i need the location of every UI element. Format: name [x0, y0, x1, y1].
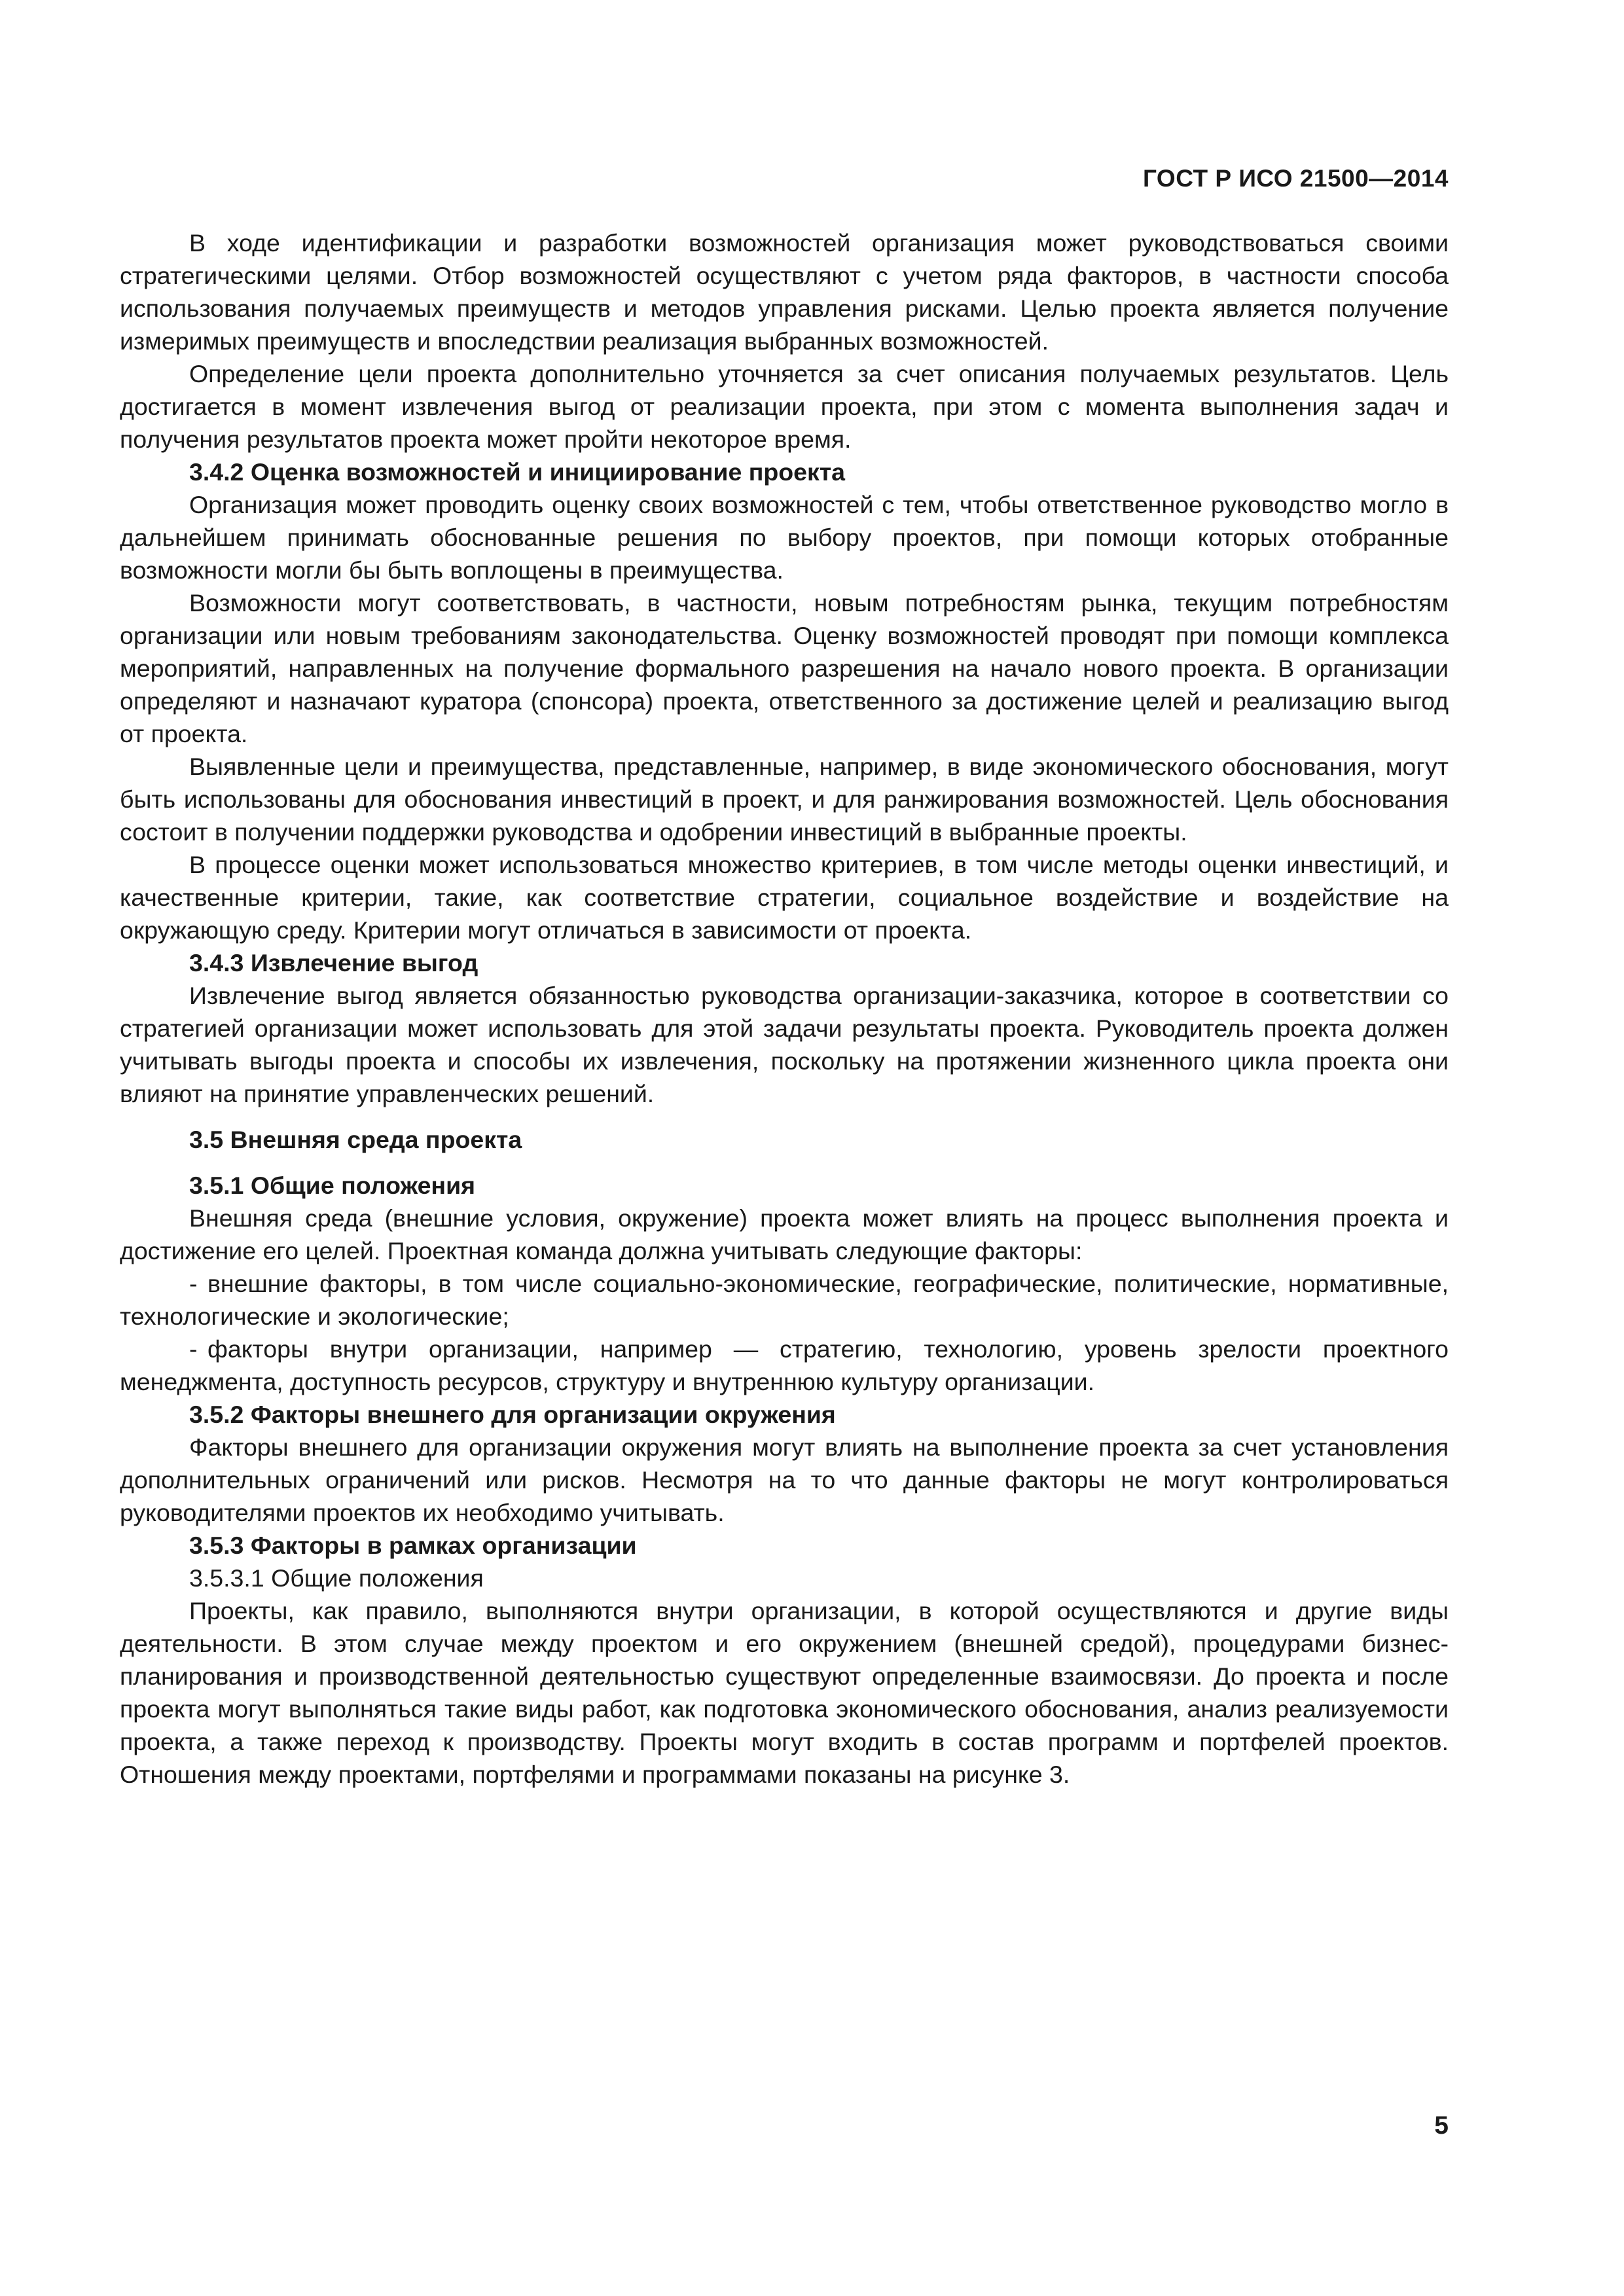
section-heading-3-5: 3.5 Внешняя среда проекта — [189, 1126, 522, 1153]
list-item — [120, 1267, 1449, 1333]
paragraph: В процессе оценки может использоваться множество критериев, в том числе методы оценки инвестиций, и качественные критерии, такие, как соответствие стратегии, социальное воздействие и воздействие на окружающую среду. Критерии могут отличаться в зависимости от проекта. — [120, 851, 1449, 944]
section-heading-3-4-3: 3.4.3 Извлечение выгод — [189, 949, 478, 977]
paragraph: Извлечение выгод является обязанностью руководства организации-заказчика, которое в соответствии со стратегией организации может использовать для этой задачи результаты проекта. Руководитель проекта должен учитывать выгоды проекта и способы их извлечения, поскольку на протяжении жизненного цикла проекта они влияют на принятие управленческих решений. — [120, 982, 1449, 1107]
list-item-text: внешние факторы, в том числе социально-экономические, географические, политические, нормативные, технологические и экологические; — [120, 1270, 1449, 1330]
paragraph: Возможности могут соответствовать, в частности, новым потребностям рынка, текущим потребностям организации или новым требованиям законодательства. Оценку возможностей проводят при помощи комплекса мероприятий, направленных на получение формального разрешения на начало нового проекта. В организации определяют и назначают куратора (спонсора) проекта, ответственного за достижение целей и реализацию выгод от проекта. — [120, 589, 1449, 747]
page-number: 5 — [1434, 2111, 1449, 2140]
paragraph: Определение цели проекта дополнительно уточняется за счет описания получаемых результатов. Цель достигается в момент извлечения выгод от реализации проекта, при этом с момента выполнения задач и получения результатов проекта может пройти некоторое время. — [120, 360, 1449, 453]
document-body — [120, 226, 1449, 1791]
paragraph: В ходе идентификации и разработки возможностей организация может руководствоваться своими стратегическими целями. Отбор возможностей осуществляют с учетом ряда факторов, в частности способа использования получаемых преимуществ и методов управления рисками. Целью проекта является получение измеримых преимуществ и впоследствии реализация выбранных возможностей. — [120, 229, 1449, 355]
paragraph: Выявленные цели и преимущества, представленные, например, в виде экономического обоснования, могут быть использованы для обоснования инвестиций в проект, и для ранжирования возможностей. Цель обоснования состоит в получении поддержки руководства и одобрении инвестиций в выбранные проекты. — [120, 753, 1449, 846]
section-heading-3-5-3: 3.5.3 Факторы в рамках организации — [189, 1532, 637, 1559]
paragraph: Организация может проводить оценку своих возможностей с тем, чтобы ответственное руководство могло в дальнейшем принимать обоснованные решения по выбору проектов, при помощи которых отобранные возможности могли бы быть воплощены в преимущества. — [120, 491, 1449, 584]
list-item — [120, 1333, 1449, 1398]
standard-header: ГОСТ Р ИСО 21500—2014 — [1142, 165, 1449, 192]
paragraph: Проекты, как правило, выполняются внутри организации, в которой осуществляются и другие виды деятельности. В этом случае между проектом и его окружением (внешней средой), процедурами бизнес-планирования и производственной деятельностью существуют определенные взаимосвязи. До проекта и после проекта могут выполняться такие виды работ, как подготовка экономического обоснования, анализ реализуемости проекта, а также переход к производству. Проекты могут входить в состав программ и портфелей проектов. Отношения между проектами, портфелями и программами показаны на рисунке 3. — [120, 1597, 1449, 1788]
dash-bullet: - — [189, 1270, 198, 1297]
dash-bullet: - — [189, 1335, 198, 1363]
paragraph: Факторы внешнего для организации окружения могут влиять на выполнение проекта за счет установления дополнительных ограничений или рисков. Несмотря на то что данные факторы не могут контролироваться руководителями проектов их необходимо учитывать. — [120, 1433, 1449, 1526]
section-heading-3-5-2: 3.5.2 Факторы внешнего для организации окружения — [189, 1401, 836, 1428]
section-heading-3-5-1: 3.5.1 Общие положения — [189, 1172, 476, 1199]
list-item-text: факторы внутри организации, например — стратегию, технологию, уровень зрелости проектного менеджмента, доступность ресурсов, структуру и внутреннюю культуру организации. — [120, 1335, 1449, 1395]
paragraph: Внешняя среда (внешние условия, окружение) проекта может влиять на процесс выполнения проекта и достижение его целей. Проектная команда должна учитывать следующие факторы: — [120, 1204, 1449, 1265]
subsection-heading-3-5-3-1: 3.5.3.1 Общие положения — [189, 1564, 484, 1592]
section-heading-3-4-2: 3.4.2 Оценка возможностей и инициирование проекта — [189, 458, 846, 486]
